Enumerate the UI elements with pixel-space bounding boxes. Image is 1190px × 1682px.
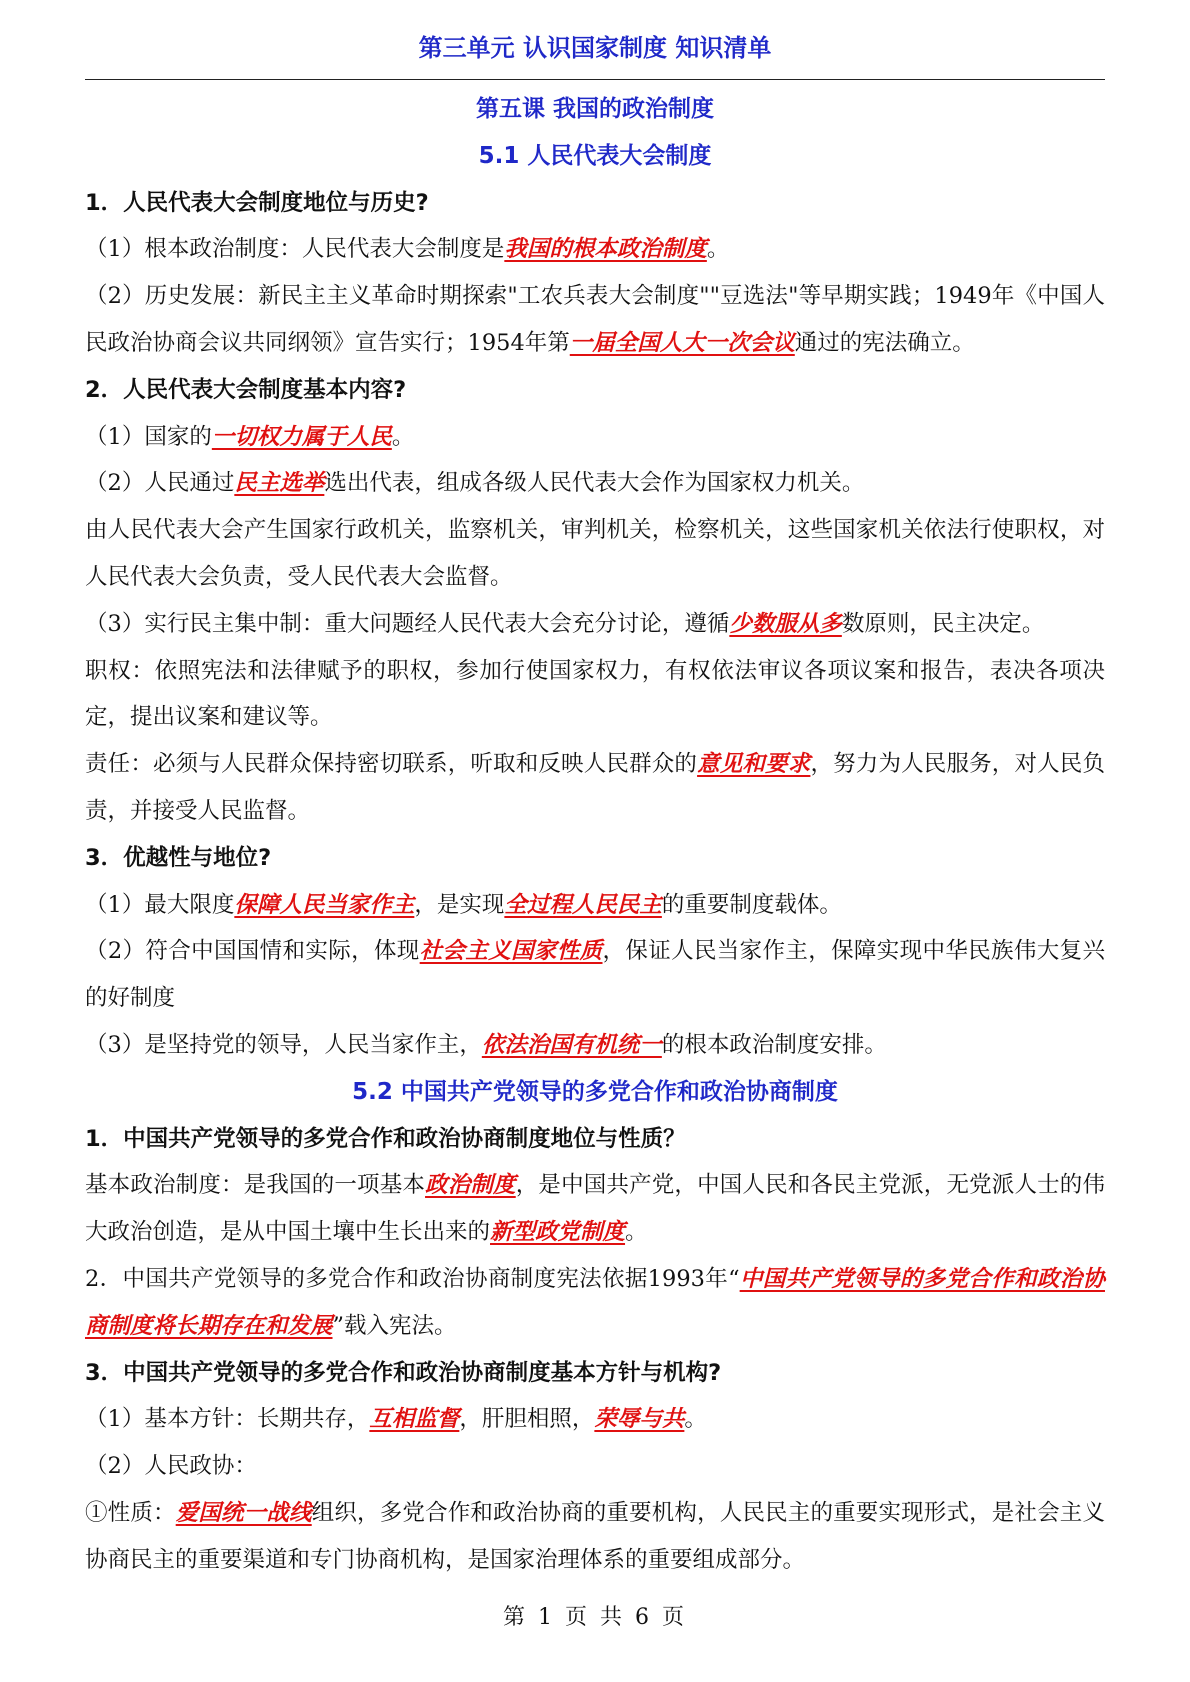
text: 2．中国共产党领导的多党合作和政治协商制度宪法依据1993年“ [85, 1265, 740, 1292]
header-divider [85, 79, 1105, 80]
answer-highlight: 民主选举 [234, 470, 325, 497]
paragraph [85, 928, 1105, 1022]
paragraph [85, 1490, 1105, 1584]
text: 的重要制度载体。 [661, 891, 842, 918]
paragraph [85, 1256, 1105, 1350]
text: （1）根本政治制度：人民代表大会制度是 [85, 236, 505, 263]
question-heading-3: 3．中国共产党领导的多党合作和政治协商制度基本方针与机构? [85, 1359, 722, 1386]
lesson-title: 第五课 我国的政治制度 [475, 96, 714, 122]
text: 选出代表，组成各级人民代表大会作为国家权力机关。 [324, 470, 865, 497]
section-title-5-1: 5.1 人民代表大会制度 [478, 142, 712, 169]
paragraph [85, 1396, 1105, 1443]
paragraph [85, 226, 1105, 273]
text: 基本政治制度：是我国的一项基本 [85, 1172, 426, 1199]
text: （3）实行民主集中制：重大问题经人民代表大会充分讨论，遵循 [85, 610, 730, 637]
answer-highlight: 爱国统一战线 [175, 1499, 312, 1526]
answer-highlight: 互相监督 [369, 1406, 460, 1433]
paragraph [85, 273, 1105, 367]
text: 数原则，民主决定。 [841, 610, 1045, 637]
paragraph [85, 882, 1105, 929]
text: 。 [684, 1406, 707, 1433]
text: 责任：必须与人民群众保持密切联系，听取和反映人民群众的 [85, 751, 698, 778]
paragraph: 职权：依照宪法和法律赋予的职权，参加行使国家权力，有权依法审议各项议案和报告，表决各项决定，提出议案和建议等。 [85, 657, 1105, 731]
answer-highlight: 新型政党制度 [490, 1219, 626, 1246]
text: 通过的宪法确立。 [794, 329, 975, 356]
text: ，保证人民当家作主，保障实现中华民族伟大复兴的好制度 [85, 938, 1105, 1012]
answer-highlight: 意见和要求 [697, 751, 811, 778]
question-heading-3: 3．优越性与地位? [85, 844, 272, 871]
answer-highlight: 政治制度 [425, 1172, 516, 1199]
text: 组织，多党合作和政治协商的重要机构，人民民主的重要实现形式，是社会主义协商民主的重要渠道和专门协商机构，是国家治理体系的重要组成部分。 [85, 1499, 1105, 1573]
text: （3）是坚持党的领导，人民当家作主， [85, 1031, 482, 1058]
paragraph [85, 1022, 1105, 1069]
text: （2）符合中国国情和实际，体现 [85, 938, 420, 965]
text: ”载入宪法。 [332, 1312, 457, 1339]
answer-highlight: 一切权力属于人民 [211, 423, 392, 450]
text: ①性质： [85, 1499, 176, 1526]
paragraph: （2）人民政协： [85, 1453, 257, 1480]
text: （1）最大限度 [85, 891, 235, 918]
paragraph [85, 414, 1105, 461]
question-heading-1: 1．中国共产党领导的多党合作和政治协商制度地位与性质？ [85, 1125, 686, 1152]
paragraph [85, 601, 1105, 648]
paragraph: 由人民代表大会产生国家行政机关，监察机关，审判机关，检察机关，这些国家机关依法行使职权，对人民代表大会负责，受人民代表大会监督。 [85, 517, 1105, 590]
answer-highlight: 我国的根本政治制度 [504, 236, 707, 263]
paragraph [85, 1162, 1105, 1256]
answer-highlight: 荣辱与共 [594, 1406, 685, 1433]
text: 的根本政治制度安排。 [661, 1031, 887, 1058]
section-title-5-2: 5.2 中国共产党领导的多党合作和政治协商制度 [352, 1078, 838, 1105]
document-header-title: 第三单元 认识国家制度 知识清单 [418, 34, 772, 62]
answer-highlight: 全过程人民民主 [504, 891, 662, 918]
text: 。 [625, 1219, 648, 1246]
text: ，是实现 [414, 891, 505, 918]
text: （2）历史发展：新民主主义革命时期探索"工农兵表大会制度""豆选法"等早期实践；1949年《中国人民政治协商会议共同纲领》宣告实行；1954年第 [85, 283, 1105, 356]
question-heading-2: 2．人民代表大会制度基本内容? [85, 376, 407, 403]
paragraph [85, 460, 1105, 507]
answer-highlight: 保障人民当家作主 [234, 891, 415, 918]
answer-highlight: 少数服从多 [729, 610, 842, 637]
text: （1）基本方针：长期共存， [85, 1406, 370, 1433]
text: （1）国家的 [85, 423, 212, 450]
text: ，肝胆相照， [459, 1406, 595, 1433]
answer-highlight: 中国共产党领导的多党合作和政治协商制度将长期存在和发展 [85, 1265, 1105, 1339]
text: ，是中国共产党，中国人民和各民主党派，无党派人士的伟大政治创造，是从中国土壤中生长出来的 [85, 1172, 1105, 1246]
paragraph [85, 741, 1105, 835]
text: 。 [391, 423, 415, 450]
text: ，努力为人民服务，对人民负责，并接受人民监督。 [85, 751, 1105, 824]
text: 。 [706, 236, 730, 263]
page-number: 第 1 页 共 6 页 [503, 1605, 687, 1630]
document-body [85, 86, 1105, 1584]
text: （2）人民通过 [85, 470, 235, 497]
answer-highlight: 一届全国人大一次会议 [569, 329, 795, 356]
answer-highlight: 依法治国有机统一 [481, 1031, 662, 1058]
answer-highlight: 社会主义国家性质 [419, 938, 603, 965]
question-heading-1: 1．人民代表大会制度地位与历史? [85, 189, 429, 216]
